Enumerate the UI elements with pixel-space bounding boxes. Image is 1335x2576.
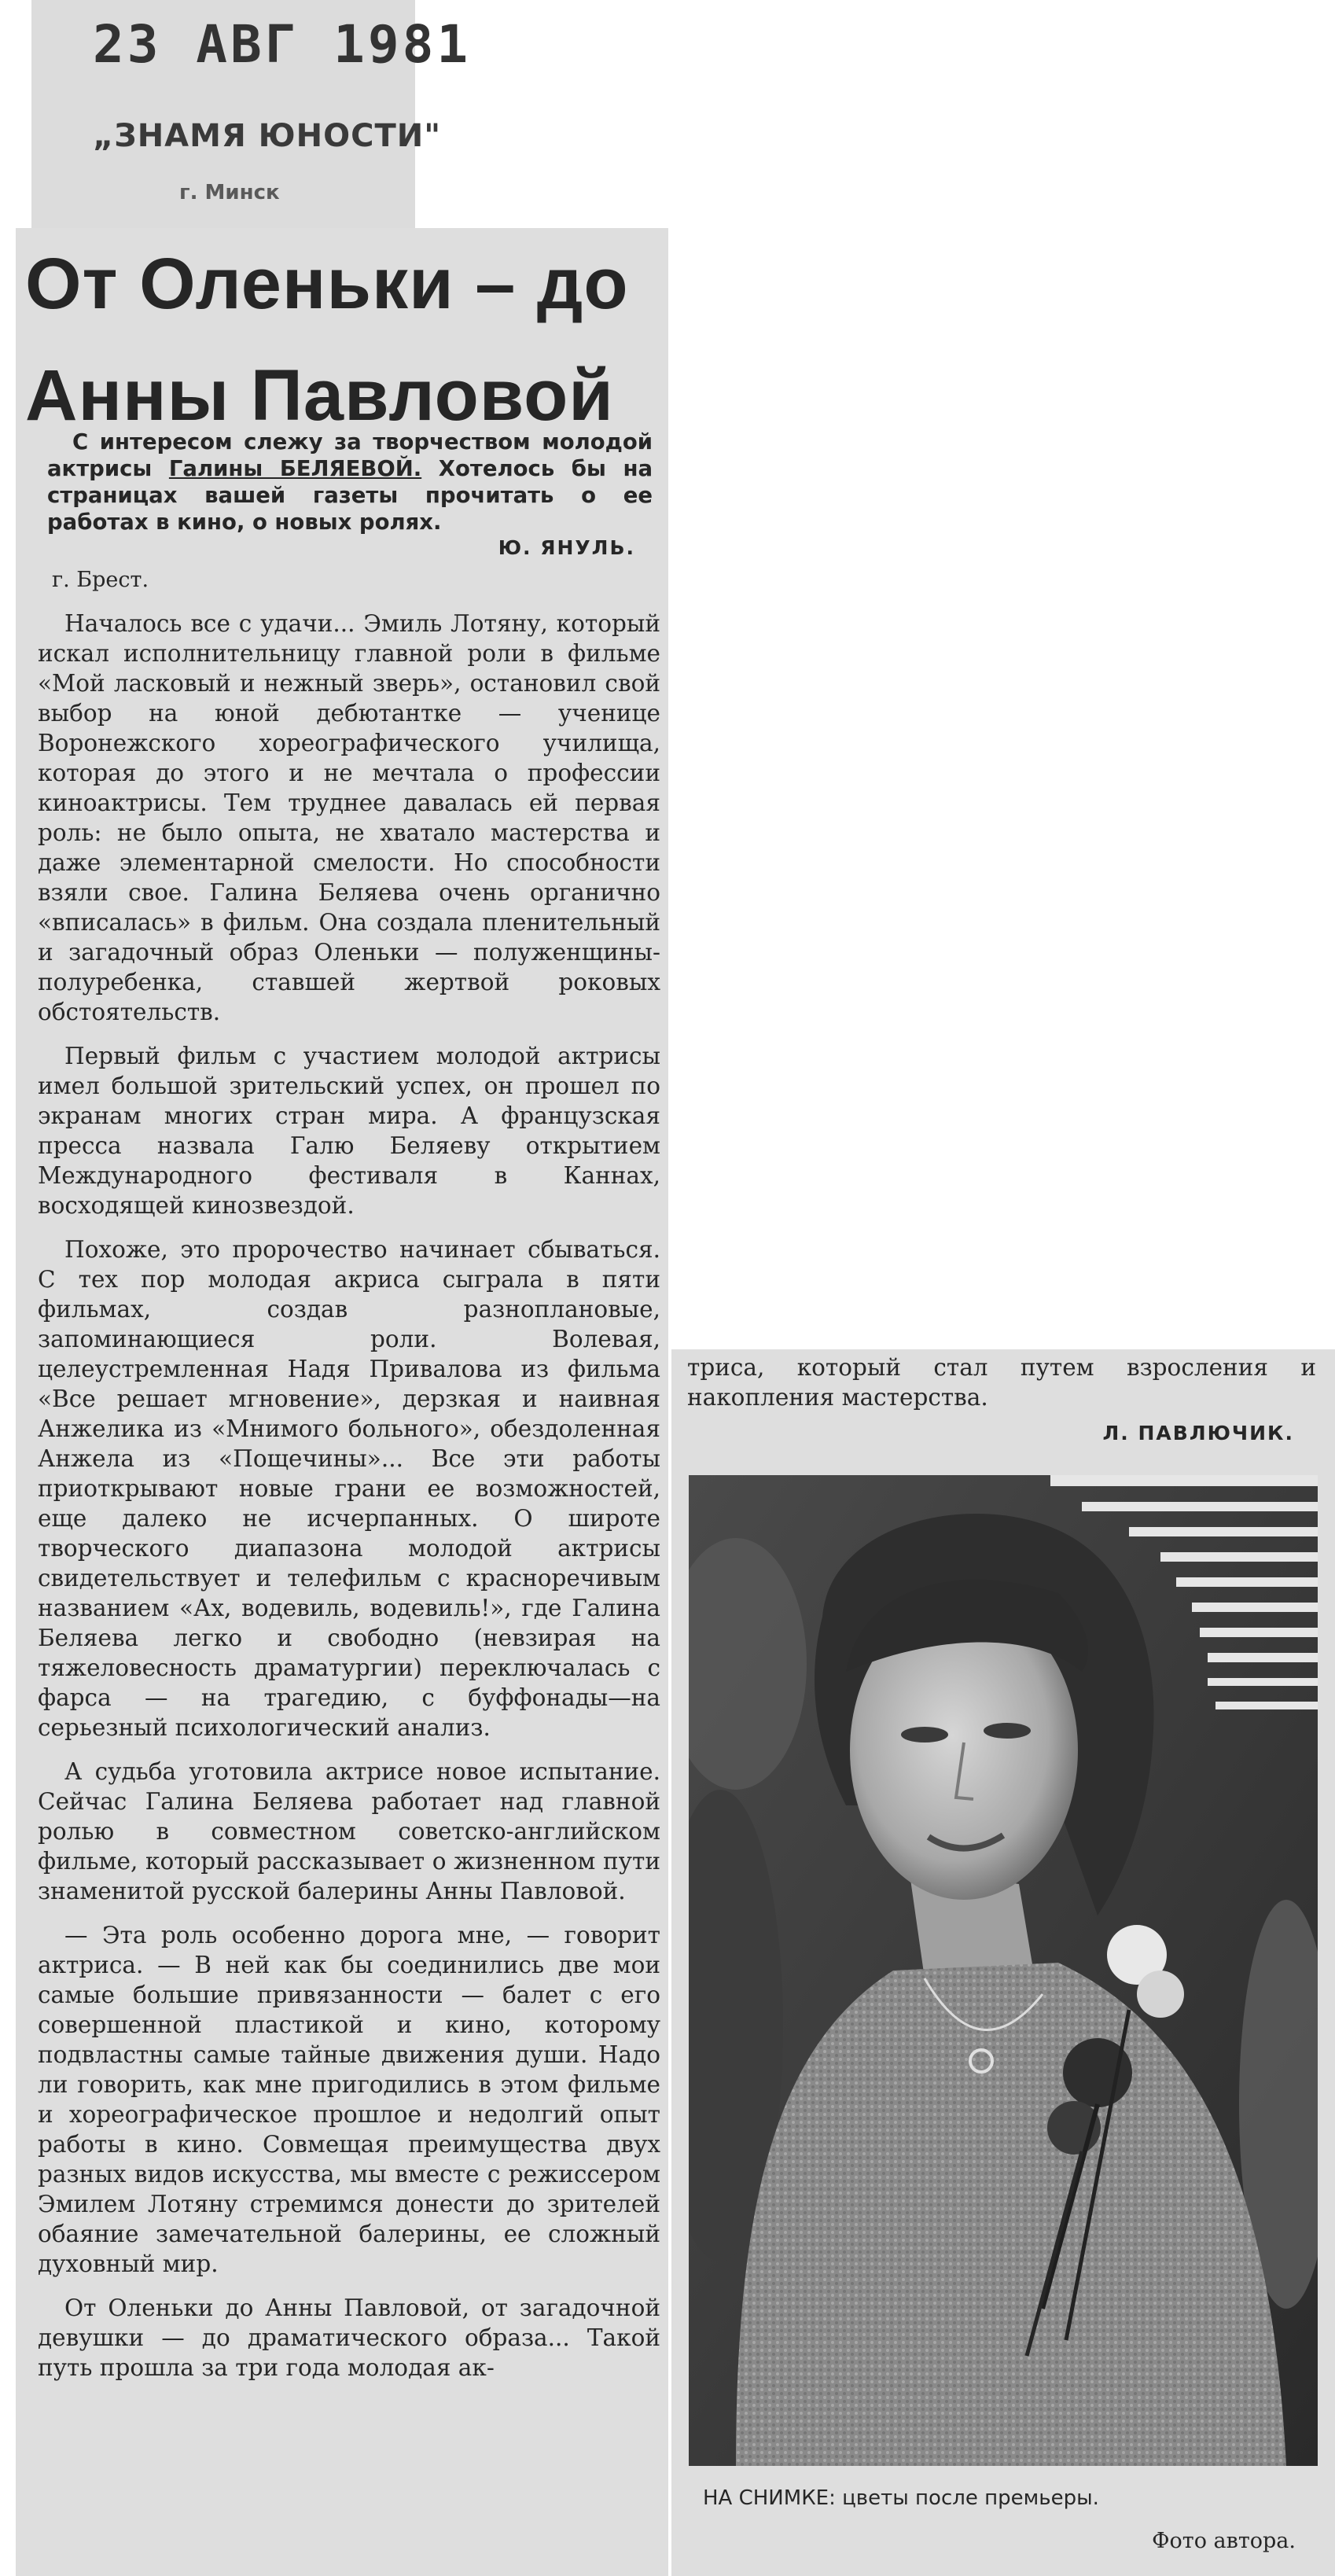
article-clipping-left [16,228,668,2576]
article-headline: От Оленьки – до Анны Павловой [25,244,629,436]
photo-illustration [689,1475,1318,2466]
photo-credit: Фото автора. [1152,2529,1296,2553]
article-paragraph: Похоже, это пророчество начинает сбываться. С тех пор молодая акриса сыграла в пяти фильмах, создав разноплановые, запоминающиеся роли. Волевая, целеустремленная Надя Привалова из фильма «Все решает мгновение», дерзкая и наивная Анжелика из «Мнимого больного», обездоленная Анжела из «Пощечины»... Все эти работы приоткрывают новые грани ее возможностей, еще далеко не исчерпанных. О широте творческого диапазона молодой актрисы свидетельствует и телефильм с красноречивым названием «Ах, водевиль, водевиль!», где Галина Беляева легко и свободно (невзирая на тяжеловесность драматургии) переключалась с фарса — на трагедию, с буффонады—на серьезный психологический анализ. [38,1236,660,1741]
reader-city: г. Брест. [52,568,149,592]
stamp-city: г. Минск [179,181,280,204]
author-signature: Л. ПАВЛЮЧИК. [1102,1422,1294,1444]
reader-letter [47,429,653,535]
article-paragraph: — Эта роль особенно дорога мне, — говорит актриса. — В ней как бы соединились две мои самые большие привязанности — балет с его совершенной пластикой и кино, которому подвластны самые тайные движения души. Надо ли говорить, как мне пригодились в этом фильме и хореографическое прошлое и недолгий опыт работы в кино. Совмещая преимущества двух разных видов искусства, мы вместе с режиссером Эмилем Лотяну стремимся донести до зрителей обаяние замечательной балерины, ее сложный духовный мир. [38,1922,660,2277]
reader-letter-intro: С интересом слежу за творчеством молодой актрисы [47,429,653,481]
reader-signature: Ю. ЯНУЛЬ. [498,536,635,559]
photo-caption: НА СНИМКЕ: цветы после премьеры. [703,2486,1099,2510]
article-paragraph: Первый фильм с участием молодой актрисы имел большой зрительский успех, он прошел по экранам многих стран мира. А французская пресса назвала Галю Беляеву открытием Международного фестиваля в Каннах, восходящей кинозвездой. [38,1043,660,1219]
article-clipping-right [671,1349,1335,2576]
actress-name: Галины БЕЛЯЕВОЙ. [168,456,422,481]
article-paragraph: Началось все с удачи... Эмиль Лотяну, который искал исполнительницу главной роли в фильме «Мой ласковый и нежный зверь», остановил свой выбор на юной дебютантке — ученице Воронежского хореографического училища, которая до этого и не мечтала о профессии киноактрисы. Тем труднее давалась ей первая роль: не было опыта, не хватало мастерства и даже элементарной смелости. Но способности взяли свое. Галина Беляева очень органично «вписалась» в фильм. Она создала пленительный и загадочный образ Оленьки — полуженщины-полуребенка, ставшей жертвой роковых обстоятельств. [38,610,660,1025]
actress-photo [689,1475,1318,2466]
stamp-date: 23 АВГ 1981 [93,14,472,75]
clipping-stamp [31,0,472,236]
article-paragraph: А судьба уготовила актрисе новое испытание. Сейчас Галина Беляева работает над главной ролью в совместном советско-английском фильме, который рассказывает о жизненном пути знаменитой русской балерины Анны Павловой. [38,1758,660,1904]
article-paragraph: От Оленьки до Анны Павловой, от загадочной девушки — до драматического образа... Такой путь прошла за три года молодая ак- [38,2294,660,2381]
article-body [38,609,660,2397]
article-continuation: триса, который стал путем взросления и накопления мастерства. [687,1354,1316,1411]
reader-letter-request: Хотелось бы на страницах вашей газеты прочитать о ее работах в кино, о новых ролях. [47,456,653,535]
stamp-newspaper-name: „ЗНАМЯ ЮНОСТИ" [93,118,442,154]
